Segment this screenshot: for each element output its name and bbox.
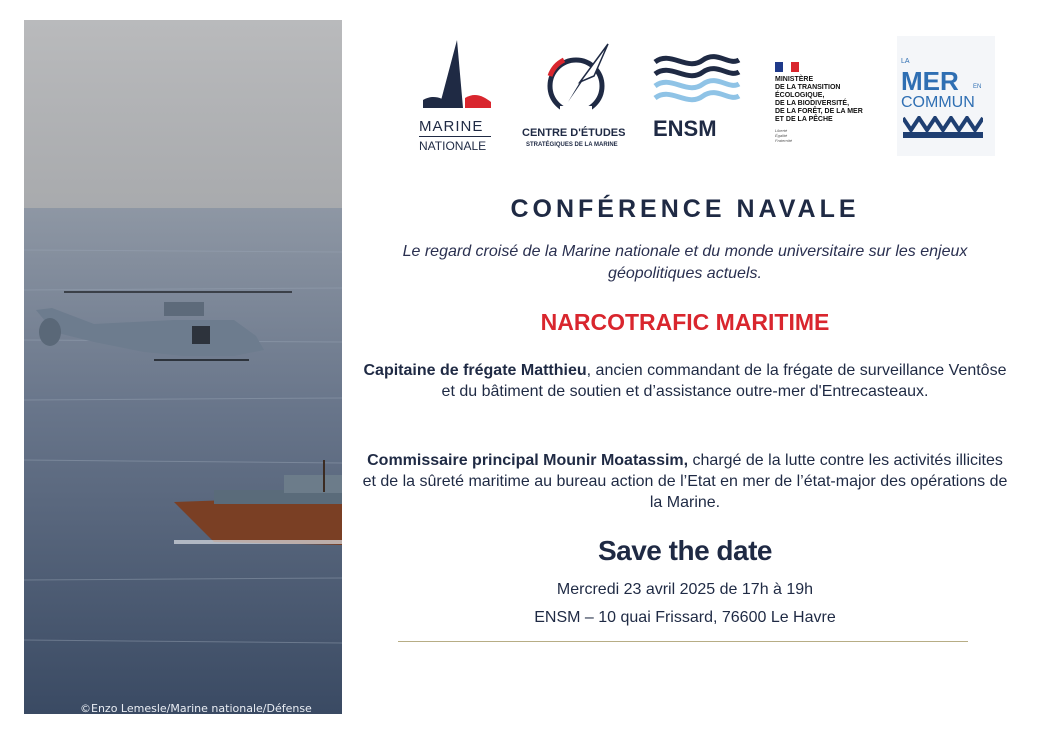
cesm-line2: STRATÉGIQUES DE LA MARINE <box>526 142 618 148</box>
ministere-line-1: MINISTÈRE <box>775 76 814 83</box>
partner-logos <box>405 36 1005 156</box>
ensm-logo <box>651 36 743 156</box>
photo-credit: ©Enzo Lemesle/Marine nationale/Défense <box>80 702 312 714</box>
ministere-line-5: DE LA FORÊT, DE LA MER <box>775 108 863 115</box>
marine-nationale-line2: NATIONALE <box>419 139 487 153</box>
ensm-waves-icon <box>651 36 743 116</box>
ministere-line-4: DE LA BIODIVERSITÉ, <box>775 100 850 107</box>
event-date-time: Mercredi 23 avril 2025 de 17h à 19h <box>556 581 814 598</box>
cesm-compass-icon <box>520 36 632 122</box>
event-location: ENSM – 10 quai Frissard, 76600 Le Havre <box>534 609 836 626</box>
speaker-1 <box>360 360 1010 402</box>
mer-big: MER <box>901 66 959 96</box>
speaker-2 <box>360 450 1010 513</box>
cesm-logo <box>520 36 632 156</box>
speaker-2-desc: chargé de la lutte contre les activités illicites et de la sûreté maritime au bureau action de l’Etat en mer de l’état-major des opérations de la Marine. <box>362 452 1008 511</box>
ministere-logo <box>773 36 885 156</box>
mer-waves-icon <box>903 116 983 138</box>
french-flag-icon <box>775 62 799 72</box>
speaker-2-name: Commissaire principal Mounir Moatassim, <box>367 452 689 469</box>
mer-en: EN <box>973 84 982 90</box>
ministere-line-2: DE LA TRANSITION <box>775 84 841 91</box>
hero-photo <box>24 20 342 714</box>
event-subtitle: Le regard croisé de la Marine nationale et du monde universitaire sur les enjeux géopolitiques actuels. <box>402 243 968 282</box>
marine-nationale-sail-icon <box>405 36 505 116</box>
helicopter-sea-illustration <box>24 20 342 714</box>
speaker-1-name: Capitaine de frégate Matthieu <box>363 362 587 379</box>
ministere-motto-1: Liberté <box>775 128 788 133</box>
marine-nationale-line1: MARINE <box>419 118 484 135</box>
ensm-name: ENSM <box>653 116 717 141</box>
speaker-1-desc: , ancien commandant de la frégate de surveillance Ventôse et du bâtiment de soutien et d’assistance outre-mer d'Entrecasteaux. <box>441 362 1007 400</box>
event-title: CONFÉRENCE NAVALE <box>510 195 860 223</box>
ministere-motto-3: Fraternité <box>775 138 793 143</box>
save-the-date-heading: Save the date <box>597 535 773 566</box>
footer-divider <box>398 641 968 642</box>
cesm-line1: CENTRE D'ÉTUDES <box>522 127 626 139</box>
mer-en-commun-logo <box>897 36 995 156</box>
mer-commun: COMMUN <box>901 94 975 111</box>
event-topic: NARCOTRAFIC MARITIME <box>540 309 830 335</box>
ministere-line-6: ET DE LA PÊCHE <box>775 116 833 123</box>
marine-nationale-logo <box>405 36 505 156</box>
mer-small: LA <box>901 58 910 65</box>
ministere-motto-2: Égalité <box>775 133 788 138</box>
ministere-line-3: ÉCOLOGIQUE, <box>775 92 825 99</box>
